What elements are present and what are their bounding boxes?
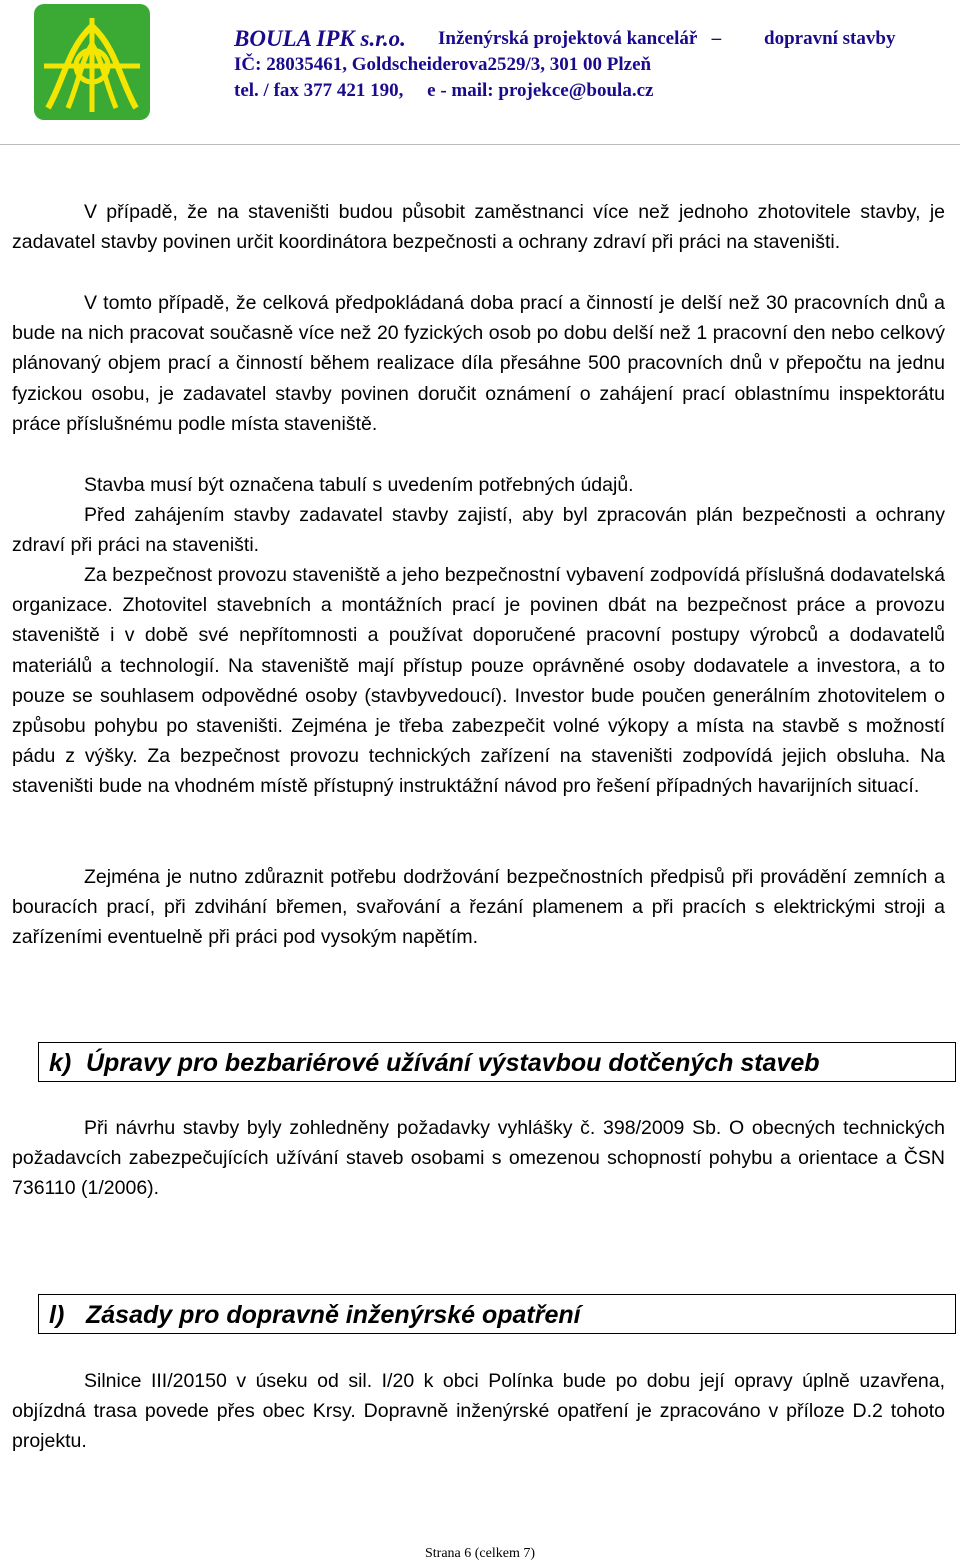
company-logo-icon	[34, 4, 150, 120]
paragraph-barrier-free: Při návrhu stavby byly zohledněny požadavky vyhlášky č. 398/2009 Sb. O obecných technických požadavcích zabezpečujících užívání staveb osobami s omezenou schopností pohybu a orientace a ČSN 736110 (1/2006).	[12, 1117, 945, 1200]
section-title: Úpravy pro bezbariérové užívání výstavbou dotčených staveb	[86, 1049, 820, 1077]
page-number: Strana 6 (celkem 7)	[424, 1546, 535, 1561]
address-line: IČ: 28035461, Goldscheiderova2529/3, 301 00 Plzeň	[234, 54, 652, 75]
section-heading-k	[38, 1042, 956, 1082]
paragraph-site-safety: Za bezpečnost provozu staveniště a jeho bezpečnostní vybavení zodpovídá příslušná dodavatelská organizace. Zhotovitel stavebních a montážních prací je povinen dbát na bezpečnost práce a provozu staveniště i v době své nepřítomnosti a používat doporučené pracovní postupy výrobců a dodavatelů materiálů a technologií. Na staveniště mají přístup pouze oprávněné osoby dodavatele a investora, a to pouze se souhlasem odpovědné osoby (stavbyvedoucí). Investor bude poučen generálním zhotovitelem o způsobu pohybu po staveništi. Zejména je třeba zabezpečit volné výkopy a místa na stavbě s možností pádu z výšky. Za bezpečnost provozu technických zařízení na staveništi zodpovídá jejich obsluha. Na staveništi bude na vhodném místě přístupný instruktážní návod pro řešení případných havarijních situací.	[12, 564, 945, 798]
contact-line: tel. / fax 377 421 190, e - mail: projekce@boula.cz	[234, 80, 654, 101]
company-name: BOULA IPK s.r.o.	[234, 26, 406, 51]
paragraph-safety-plan: Před zahájením stavby zadavatel stavby zajistí, aby byl zpracován plán bezpečnosti a ochrany zdraví při práci na staveništi.	[12, 504, 945, 557]
section-title: Zásady pro dopravně inženýrské opatření	[86, 1301, 581, 1329]
paragraph-traffic: Silnice III/20150 v úseku od sil. I/20 k obci Polínka bude po dobu její opravy úplně uzavřena, objízdná trasa povede přes obec Krsy. Dopravně inženýrské opatření je zpracováno v příloze D.2 tohoto projektu.	[12, 1370, 945, 1453]
paragraph-site-sign: Stavba musí být označena tabulí s uvedením potřebných údajů.	[84, 474, 634, 496]
office-type: Inženýrská projektová kancelář –	[438, 28, 722, 49]
section-letter: k)	[49, 1049, 72, 1077]
paragraph-coordinator: V případě, že na staveništi budou působit zaměstnanci více než jednoho zhotovitele stavby, je zadavatel stavby povinen určit koordinátora bezpečnosti a ochrany zdraví při práci na staveništi.	[12, 201, 945, 254]
letterhead	[234, 26, 914, 104]
section-letter: l)	[49, 1301, 65, 1329]
header-divider	[0, 144, 960, 145]
section-heading-l	[38, 1294, 956, 1334]
paragraph-notification: V tomto případě, že celková předpokládaná doba prací a činností je delší než 30 pracovních dnů a bude na nich pracovat současně více než 20 fyzických osob po dobu delší než 1 pracovní den nebo celkový plánovaný objem prací a činností během realizace díla přesáhne 500 pracovních dnů v přepočtu na jednu fyzickou osobu, je zadavatel stavby povinen doručit oznámení o zahájení prací oblastnímu inspektorátu práce příslušnému podle místa staveniště.	[12, 292, 945, 435]
office-specialty: dopravní stavby	[764, 28, 896, 49]
paragraph-regulations: Zejména je nutno zdůraznit potřebu dodržování bezpečnostních předpisů při provádění zemních a bouracích prací, při zdvihání břemen, svařování a řezání plamenem a při pracích s elektrickými stroji a zařízeními eventuelně při práci pod vysokým napětím.	[12, 866, 945, 949]
